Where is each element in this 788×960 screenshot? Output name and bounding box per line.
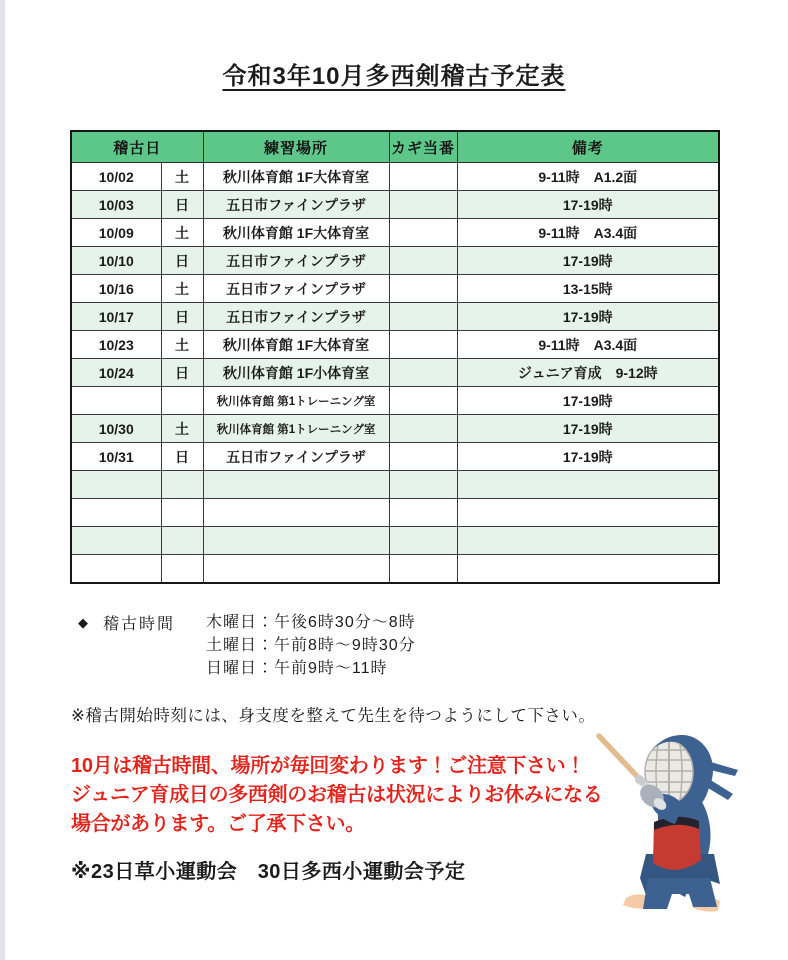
header-key-duty: カギ当番 [389, 131, 457, 163]
cell-remarks: ジュニア育成 9-12時 [457, 359, 719, 387]
cell-location: 五日市ファインプラザ [203, 443, 389, 471]
table-row [71, 527, 719, 555]
header-location: 練習場所 [203, 131, 389, 163]
cell-key-duty [389, 555, 457, 584]
cell-location: 五日市ファインプラザ [203, 191, 389, 219]
cell-location [203, 471, 389, 499]
cell-key-duty [389, 219, 457, 247]
table-row [71, 499, 719, 527]
cell-day-of-week [161, 555, 203, 584]
cell-key-duty [389, 499, 457, 527]
cell-date [71, 527, 161, 555]
warning-line-2: ジュニア育成日の多西剣のお稽古は状況によりお休みになる [71, 784, 603, 806]
practice-time-section [78, 611, 416, 680]
warning-line-1: 10月は稽古時間、場所が毎回変わります！ご注意下さい！ [71, 755, 586, 777]
cell-location: 五日市ファインプラザ [203, 303, 389, 331]
cell-key-duty [389, 527, 457, 555]
cell-location: 秋川体育館 第1トレーニング室 [203, 387, 389, 415]
cell-day-of-week [161, 387, 203, 415]
practice-time-saturday: 土曜日：午前8時～9時30分 [206, 637, 416, 654]
cell-key-duty [389, 303, 457, 331]
cell-day-of-week: 土 [161, 415, 203, 443]
practice-time-thursday: 木曜日：午後6時30分～8時 [206, 614, 416, 631]
cell-date [71, 499, 161, 527]
cell-location: 五日市ファインプラザ [203, 247, 389, 275]
cell-key-duty [389, 443, 457, 471]
practice-time-label: 稽古時間 [103, 616, 176, 633]
table-row [71, 443, 719, 471]
table-row [71, 555, 719, 584]
schedule-table-body [71, 163, 719, 584]
cell-remarks: 17-19時 [457, 415, 719, 443]
cell-remarks: 17-19時 [457, 303, 719, 331]
cell-date: 10/17 [71, 303, 161, 331]
table-row [71, 247, 719, 275]
cell-key-duty [389, 247, 457, 275]
cell-date: 10/03 [71, 191, 161, 219]
cell-remarks: 17-19時 [457, 387, 719, 415]
cell-key-duty [389, 387, 457, 415]
cell-day-of-week [161, 499, 203, 527]
preparation-note: ※稽古開始時刻には、身支度を整えて先生を待つようにして下さい。 [71, 707, 596, 725]
cell-date: 10/10 [71, 247, 161, 275]
cell-key-duty [389, 415, 457, 443]
cell-key-duty [389, 331, 457, 359]
page-left-edge [0, 0, 5, 960]
sports-day-note: ※23日草小運動会 30日多西小運動会予定 [71, 861, 466, 883]
table-row [71, 275, 719, 303]
diamond-bullet-icon: ◆ [78, 615, 88, 630]
cell-date: 10/02 [71, 163, 161, 191]
cell-day-of-week: 日 [161, 443, 203, 471]
cell-day-of-week: 土 [161, 331, 203, 359]
cell-location [203, 527, 389, 555]
cell-day-of-week: 土 [161, 163, 203, 191]
table-row [71, 331, 719, 359]
cell-day-of-week: 日 [161, 303, 203, 331]
cell-day-of-week: 土 [161, 275, 203, 303]
header-remarks: 備考 [457, 131, 719, 163]
cell-location: 秋川体育館 第1トレーニング室 [203, 415, 389, 443]
practice-time-sunday: 日曜日：午前9時～11時 [206, 660, 388, 677]
table-row [71, 219, 719, 247]
cell-date: 10/24 [71, 359, 161, 387]
cell-date: 10/30 [71, 415, 161, 443]
cell-key-duty [389, 471, 457, 499]
cell-day-of-week: 日 [161, 247, 203, 275]
table-row [71, 471, 719, 499]
cell-date [71, 387, 161, 415]
cell-remarks [457, 555, 719, 584]
cell-key-duty [389, 275, 457, 303]
table-row [71, 163, 719, 191]
cell-key-duty [389, 191, 457, 219]
cell-remarks [457, 527, 719, 555]
cell-remarks: 9-11時 A3.4面 [457, 219, 719, 247]
cell-date: 10/31 [71, 443, 161, 471]
cell-location [203, 499, 389, 527]
page-title [0, 56, 788, 91]
page-title-text: 令和3年10月多西剣稽古予定表 [222, 63, 566, 90]
cell-date: 10/23 [71, 331, 161, 359]
cell-day-of-week: 日 [161, 359, 203, 387]
cell-location: 秋川体育館 1F大体育室 [203, 163, 389, 191]
cell-remarks: 9-11時 A1.2面 [457, 163, 719, 191]
cell-date: 10/16 [71, 275, 161, 303]
cell-remarks: 17-19時 [457, 247, 719, 275]
warning-line-3: 場合があります。ご了承下さい。 [71, 813, 365, 835]
cell-location: 秋川体育館 1F小体育室 [203, 359, 389, 387]
table-row [71, 415, 719, 443]
cell-key-duty [389, 163, 457, 191]
table-row [71, 387, 719, 415]
cell-day-of-week [161, 471, 203, 499]
cell-location: 秋川体育館 1F大体育室 [203, 331, 389, 359]
table-row [71, 191, 719, 219]
cell-remarks: 9-11時 A3.4面 [457, 331, 719, 359]
table-row [71, 359, 719, 387]
cell-day-of-week [161, 527, 203, 555]
cell-remarks: 17-19時 [457, 443, 719, 471]
cell-location [203, 555, 389, 584]
cell-remarks [457, 499, 719, 527]
cell-remarks [457, 471, 719, 499]
practice-time-lines [206, 611, 416, 680]
cell-location: 五日市ファインプラザ [203, 275, 389, 303]
warning-text [71, 752, 603, 839]
table-header-row [71, 131, 719, 163]
cell-date [71, 471, 161, 499]
cell-key-duty [389, 359, 457, 387]
cell-remarks: 17-19時 [457, 191, 719, 219]
cell-date: 10/09 [71, 219, 161, 247]
cell-day-of-week: 土 [161, 219, 203, 247]
cell-date [71, 555, 161, 584]
practice-schedule-table [70, 130, 720, 584]
header-practice-date: 稽古日 [71, 131, 203, 163]
cell-location: 秋川体育館 1F大体育室 [203, 219, 389, 247]
table-row [71, 303, 719, 331]
cell-day-of-week: 日 [161, 191, 203, 219]
kendo-practitioner-illustration [596, 710, 788, 918]
cell-remarks: 13-15時 [457, 275, 719, 303]
